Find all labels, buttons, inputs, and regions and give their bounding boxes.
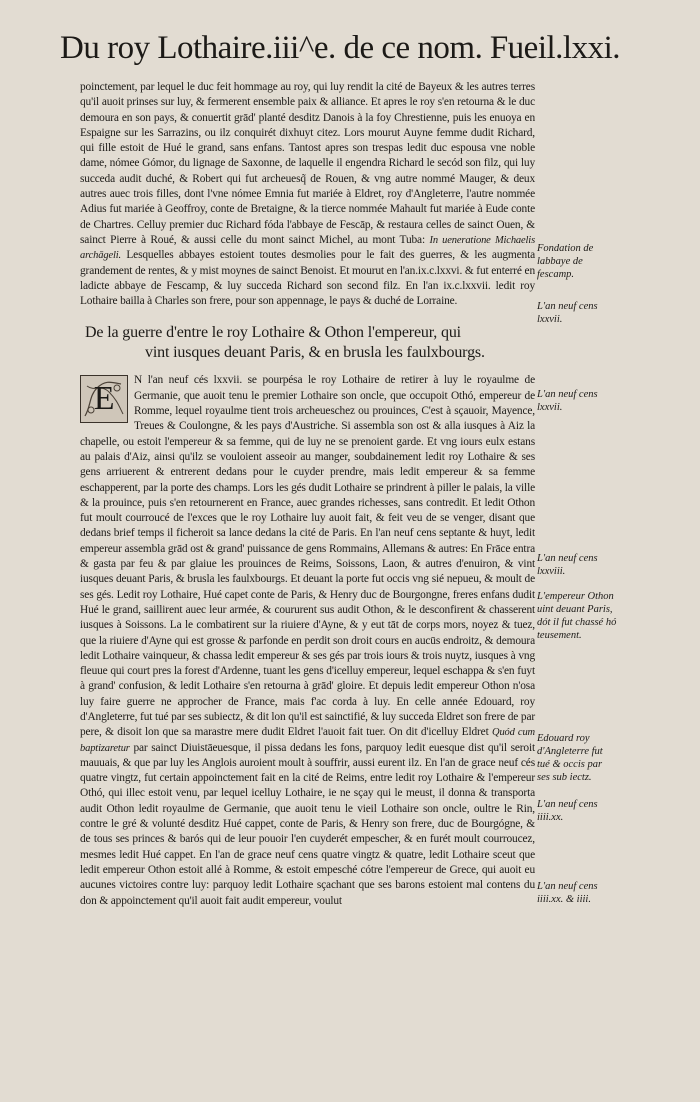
margin-note-text: L'an neuf cens lxxviii. [537,553,598,577]
main-text-block [80,80,535,909]
margin-note-3 [537,388,617,418]
margin-note-text: L'an neuf cens iiii.xx. & iiii. [537,881,598,905]
margin-note-8 [537,880,617,910]
decorated-initial-letter: E [93,380,115,418]
chapter-heading [80,323,535,363]
paragraph-2-text-b: par sainct Diuistāeuesque, il pissa dedans les fons, parquoy ledit euesque dist qu'il seroit mauuais, & que par luy les Anglois auroient moult à souffrir, aussi eurent ilz. En l'an de grace neuf cés quatre vingtz, fut certain appoinctement fait en la cité de Reims, entre ledit roy Lothaire & l'empereur Othó, qui illec estoit venu, par lequel icelluy Lothaire, ie ne sçay qui le meust, il donna & transporta audit Othon ledit royaulme de Germanie, que auoit tenu le vieil Lothaire son oncle, oultre le Rin, contre le gré & volunté desditz Hué cappet, conte de Paris, & Henry son frere, duc de Bourgógne, & de tous ses princes & barós qui de leur pouoir l'en cuyderét empescher, & en furét moult courroucez, mesmes ledit Hué cappet. En l'an de grace neuf cens quatre vingtz & quatre, ledit Lothaire sceut que ledit empereur Othon estoit allé à Romme, & estoit empesché cótre l'empereur de Grece, qui auoit eu aucunes victoires contre luy: parquoy ledit Lothaire sçachant que ses barons estoient mal contens du don & appoinctement qu'il auoit fait audit empereur, voulut [80,741,536,907]
margin-note-2 [537,300,617,330]
margin-note-text: L'an neuf cens iiii.xx. [537,799,598,823]
decorated-initial [80,375,128,423]
chapter-heading-line-1: De la guerre d'entre le roy Lothaire & Othon l'empereur, qui [85,324,461,342]
paragraph-1-text-a: poinctement, par lequel le duc feit hommage au roy, qui luy rendit la cité de Bayeux & les autres terres qu'il auoit prinses sur luy, & fermerent ensemble paix & alliance. Et apres le roy s'en retourna & le duc demoura en son pays, & conuertit grād' planté desditz Danois à la foy Chrestienne, puis les enuoya en Espaigne sur les Sarrazins, ou ilz conquirét dixhuyt citez. Lors mourut Auyne femme dudit Richard, qui fille estoit de Hué le grand, sans enfans. Tantost apres son trespas ledit duc espousa vne noble dame, nómee Gómor, du lignage de Saxonne, de laquelle il engendra Richard le secód son filz, qui luy succeda audit duché, & Robert qui fut archeuesq̃ de Rouen, & vng autre nommé Mauger, & deux autres auec trois filles, dont l'vne nómee Emnia fut mariée à Eldret, roy d'Angleterre, l'autre nommée Adius fut mariée à Geoffroy, conte de Bretaigne, & la tierce nommée Mahault fut mariée à Eude conte de Chartres. Celluy premier duc Richard fóda l'abbaye de Fescāp, & restaura celles de sainct Ouen, & sainct Pierre à Roué, & aussi celle du mont sainct Michel, au mont Tuba: [80,81,535,246]
margin-note-7 [537,798,617,828]
margin-note-text: L'empereur Othon uint deuant Paris, dót il fut chassé hó teusement. [537,591,617,641]
margin-note-text: L'an neuf cens lxxvii. [537,301,598,325]
running-title-text: Du roy Lothaire.iii^e. de ce nom. [60,30,483,66]
paragraph-1 [80,80,535,309]
paragraph-2 [80,373,535,908]
chapter-heading-line-2: vint iusques deuant Paris, & en brusla les faulxbourgs. [145,344,485,362]
paragraph-2-text-a: N l'an neuf cés lxxvii. se pourpésa le roy Lothaire de retirer à luy le royaulme de Germanie, que auoit tenu le premier Lothaire son oncle, que occupoit Othó, empereur de Romme, lequel royaulme tient trois archeueschez ou prouinces, C'est à sçauoir, Mayence, Treues & Coulongne, & les pays d'Austriche. Si assembla son ost & alla iusques à Aiz la chapelle, ou estoit l'empereur & sa femme, qui de luy ne se prenoient garde. Et vng iours eulx estans au palais d'Aiz, ainsi qu'ilz se vouloient asseoir au manger, soubdainement ledit roy Lothaire & ses gens arriuerent & entrerent dedans pour le cuyder prendre, mais ledit empereur & sa femme eschapperent, par la porte des champs. Lors les gés dudit Lothaire se prindrent à piller le palais, la ville & la prouince, puis s'en retournerent en France, auec grandes richesses, sans contredit. Et ledit Othon fut moult courroucé de l'exces que le roy Lothaire luy auoit fait, & feit veu de se venger, disant que dedans brief temps il ficheroit sa lance dedans la cité de Paris. En l'an neuf cens septante & huyt, ledit empereur assembla grād ost & grand' puissance de gens Rommains, Allemans & autres: En Frāce entra & gasta par feu & par glaiue les prouinces de Reims, Soissons, Laon, & autres d'enuiron, & vint iusques deuant Paris, & brusla les faulxbourgs. Et deuant la porte fut occis vng sié nepueu, & moult de ses gés. Ledit roy Lothaire, Hué capet conte de Paris, & Henry duc de Bourgongne, freres enfans dudit Hué le grand, saillirent auec leur armée, & coururent sus audit Othon, & le desconfirent & chasserent iusques à Soissons. La le combatirent sur la riuiere d'Ayne, & y eut tāt de corps mors, noyez & tuez, que la riuiere d'Ayne qui est grosse & parfonde en perdit son droit cours en aucūs endroitz, & demoura ledit Lothaire vainqueur, & chassa ledit empereur & ses gés par trois iours & trois nuytz, iusques à vng fleuue qui court pres la forest d'Ardenne, tuant les gens d'icelluy empereur, lequel eschappa & s'en fuyt à grand' confusion, & ledit Lothaire s'en retourna à grād' gloire. Et depuis ledit empereur Othon n'osa luy faire guerre ne approcher de France, mais f'ac corda à luy. En celle année Edouard, roy d'Angleterre, fut tué par ses subiectz, & dit lon qu'il est sainctifié, & luy succeda Eldret son frere de par pere, & disoit lon que sa marastre mere dudit Eldret l'auoit fait tuer. On dit d'icelluy Eldret [80,374,535,739]
paragraph-1-latin-quote: In ueneratione Michaelis archāgeli. [80,234,536,262]
margin-note-1 [537,242,617,285]
running-title [60,30,482,67]
margin-note-text: Edouard roy d'Angleterre fut tué & occis par ses sub iectz. [537,733,603,783]
folio-number: Fueil.lxxi. [489,30,620,66]
margin-note-5 [537,590,617,646]
margin-note-text: Fondation de labbaye de fescamp. [537,243,594,280]
paragraph-2-latin-quote: Quód cum baptizaretur [80,727,535,754]
margin-note-text: L'an neuf cens lxxvii. [537,389,598,413]
running-header [60,30,620,74]
margin-note-6 [537,732,617,788]
margin-note-4 [537,552,617,582]
paragraph-1-text-b: Lesquelles abbayes estoient toutes desmolies pour le fait des guerres, & les augmenta grandement de rentes, & y mist moynes de sainct Benoist. Et mourut en l'an.ix.c.lxxvi. & fut enterré en ladicte abbaye de Fescamp, & luy succeda Richard son second filz. En l'an ix.c.lxxvii. ledit roy Lothaire bailla à Charles son frere, pour son appennage, le pays & duché de Lorraine. [80,249,535,308]
